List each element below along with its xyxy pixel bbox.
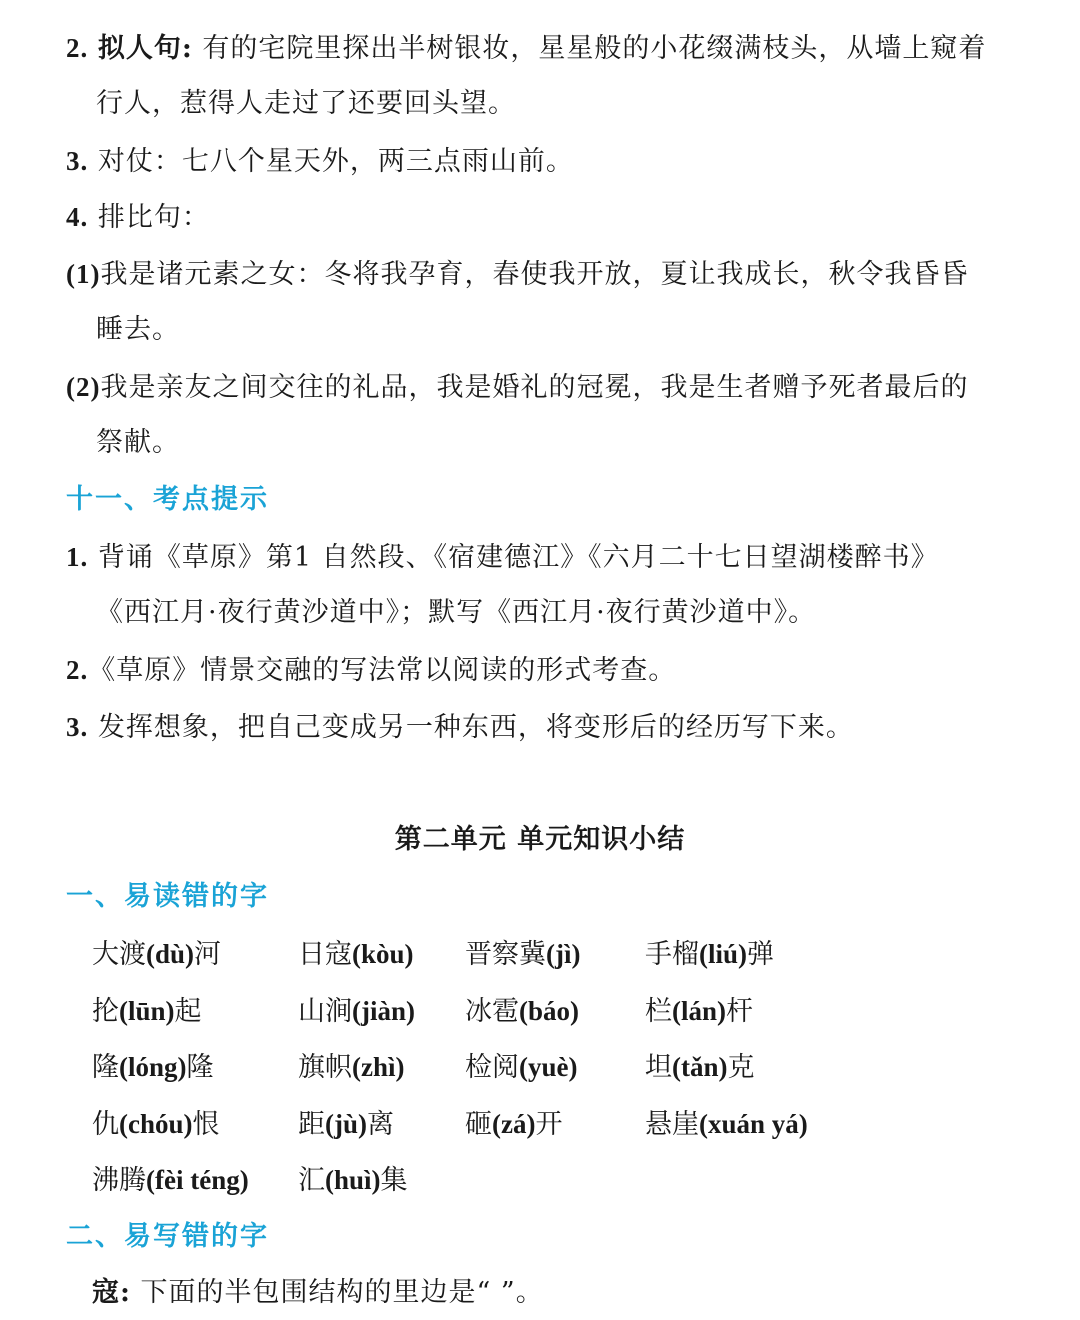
word-pinyin: (jì) xyxy=(546,939,581,969)
word-pinyin: (huì) xyxy=(325,1165,381,1195)
word-char: 沸腾 xyxy=(92,1165,146,1196)
word-char: 手榴 xyxy=(645,939,699,970)
word-char-tail: 起 xyxy=(174,995,202,1027)
section-heading-tips: 十一、考点提示 xyxy=(66,484,269,515)
word-char: 抡 xyxy=(92,995,119,1027)
word-char-tail: 隆 xyxy=(186,1052,214,1083)
word-char: 晋察冀 xyxy=(465,939,546,970)
sub-item-2-continuation: 祭献。 xyxy=(96,427,180,458)
word-char: 悬崖 xyxy=(645,1108,699,1140)
word-char: 日寇 xyxy=(298,939,352,970)
item-text: 发挥想象，把自己变成另一种东西，将变形后的经历写下来。 xyxy=(88,712,854,743)
word-char: 山涧 xyxy=(298,995,352,1027)
word-char: 距 xyxy=(298,1108,325,1140)
misread-word xyxy=(465,991,579,1032)
misread-word xyxy=(465,1104,562,1145)
word-char-tail: 克 xyxy=(727,1052,755,1083)
item-text: 我是诸元素之女：冬将我孕育，春使我开放，夏让我成长，秋令我昏昏 xyxy=(100,259,969,290)
misread-word xyxy=(92,1160,249,1201)
misread-word xyxy=(92,934,221,975)
sub-item-2-line xyxy=(66,367,968,408)
misread-word xyxy=(298,1160,408,1201)
misread-word xyxy=(92,991,202,1032)
word-char: 隆 xyxy=(92,1052,119,1083)
word-char: 栏 xyxy=(645,995,672,1027)
item-text: 背诵《草原》第1 自然段、《宿建德江》《六月二十七日望湖楼醉书》 xyxy=(88,542,939,573)
item-text: 排比句： xyxy=(88,202,210,233)
item-3-line xyxy=(66,141,574,182)
sub-item-1-line xyxy=(66,254,968,295)
tip-3-line xyxy=(66,707,854,748)
tip-1-line xyxy=(66,537,939,578)
misread-word xyxy=(465,1047,577,1088)
word-char: 旗帜 xyxy=(298,1052,352,1083)
word-pinyin: (jiàn) xyxy=(352,995,415,1026)
item-4-line xyxy=(66,197,210,238)
unit-title: 第二单元 单元知识小结 xyxy=(394,824,686,855)
misread-word xyxy=(645,1104,808,1145)
misread-word xyxy=(645,991,753,1032)
word-pinyin: (zá) xyxy=(492,1108,536,1139)
word-char-tail: 河 xyxy=(194,939,222,970)
word-char-tail: 集 xyxy=(380,1165,408,1196)
misread-word xyxy=(465,934,580,975)
item-2-line xyxy=(66,28,986,69)
word-pinyin: (yuè) xyxy=(519,1052,578,1082)
sub-item-1-continuation: 睡去。 xyxy=(96,314,180,345)
misread-word xyxy=(645,934,774,975)
word-char: 检阅 xyxy=(465,1052,519,1083)
word-pinyin: (xuán yá) xyxy=(699,1108,808,1139)
misread-word xyxy=(298,1047,404,1088)
item-number: 2. xyxy=(66,655,89,685)
item-number: (1) xyxy=(66,259,101,289)
item-text: 有的宅院里探出半树银妆，星星般的小花缀满枝头，从墙上窥着 xyxy=(192,33,987,64)
note-lead: 寇: xyxy=(92,1277,131,1308)
misread-word xyxy=(298,1104,394,1145)
tip-2-line xyxy=(66,650,676,691)
word-pinyin: (báo) xyxy=(519,995,579,1026)
word-pinyin: (kòu) xyxy=(352,939,414,969)
word-pinyin: (jù) xyxy=(325,1108,367,1139)
word-char: 冰雹 xyxy=(465,995,519,1027)
word-char: 仇 xyxy=(92,1108,119,1140)
item-number: 3. xyxy=(66,712,89,742)
misread-word xyxy=(645,1047,755,1088)
write-note-line xyxy=(92,1273,544,1313)
word-char-tail: 弹 xyxy=(747,939,775,970)
misread-word xyxy=(92,1104,220,1145)
word-pinyin: (lóng) xyxy=(119,1052,187,1082)
word-pinyin: (zhì) xyxy=(352,1052,405,1082)
misread-word xyxy=(298,934,414,975)
note-text: 下面的半包围结构的里边是“ ”。 xyxy=(130,1277,544,1308)
section-heading-miswritten: 二、易写错的字 xyxy=(66,1221,269,1252)
word-pinyin: (lūn) xyxy=(119,995,175,1026)
word-pinyin: (lán) xyxy=(672,995,726,1026)
item-text: 《草原》情景交融的写法常以阅读的形式考查。 xyxy=(88,655,677,686)
item-number: 1. xyxy=(66,542,89,572)
word-char-tail: 离 xyxy=(367,1108,394,1140)
word-pinyin: (chóu) xyxy=(119,1108,193,1139)
word-char-tail: 杆 xyxy=(726,995,753,1027)
misread-word xyxy=(92,1047,214,1088)
item-number: 3. xyxy=(66,146,89,176)
item-number: 4. xyxy=(66,202,89,232)
item-number: 2. xyxy=(66,33,89,63)
word-pinyin: (liú) xyxy=(699,939,748,969)
word-char: 砸 xyxy=(465,1108,492,1140)
item-text: 我是亲友之间交往的礼品，我是婚礼的冠冕，我是生者赠予死者最后的 xyxy=(100,372,969,403)
item-2-continuation: 行人，惹得人走过了还要回头望。 xyxy=(96,88,516,119)
word-pinyin: (dù) xyxy=(146,939,195,969)
item-number: (2) xyxy=(66,372,101,402)
item-text: 对仗：七八个星天外，两三点雨山前。 xyxy=(88,146,574,177)
item-lead: 拟人句: xyxy=(97,33,193,64)
section-heading-misread: 一、易读错的字 xyxy=(66,881,269,912)
word-pinyin: (fèi téng) xyxy=(146,1165,249,1195)
misread-word xyxy=(298,991,415,1032)
word-pinyin: (tǎn) xyxy=(672,1052,728,1082)
word-char-tail: 恨 xyxy=(192,1108,220,1140)
word-char: 汇 xyxy=(298,1165,325,1196)
tip-1-continuation: 《西江月·夜行黄沙道中》；默写《西江月·夜行黄沙道中》。 xyxy=(96,597,817,628)
word-char: 大渡 xyxy=(92,939,146,970)
word-char: 坦 xyxy=(645,1052,672,1083)
word-char-tail: 开 xyxy=(535,1108,563,1140)
